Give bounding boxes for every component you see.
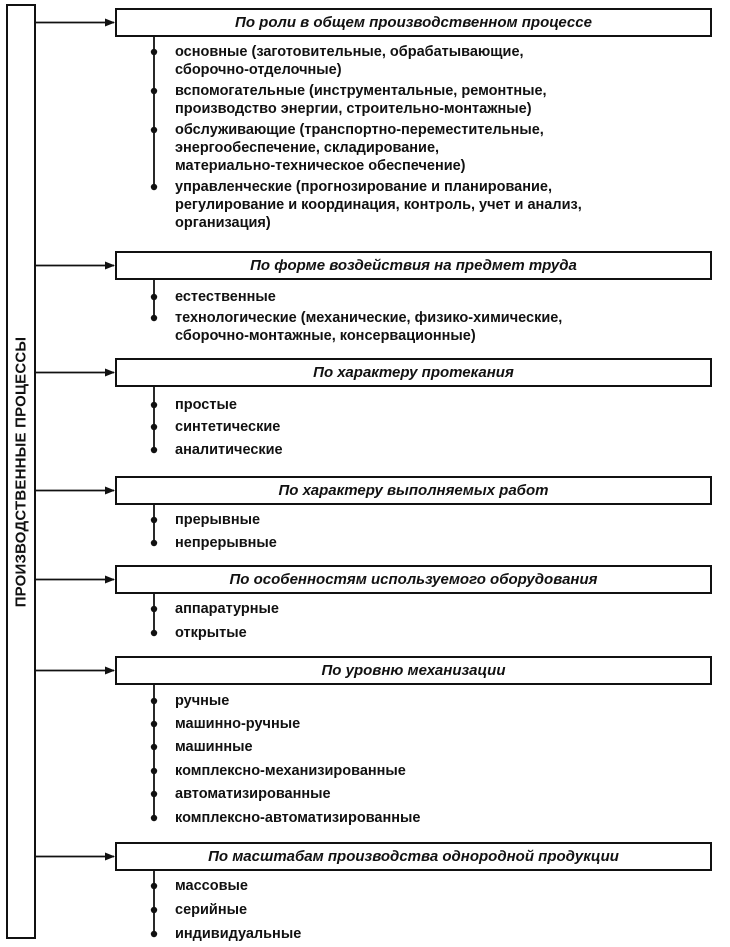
item-bullet bbox=[151, 49, 157, 55]
item-text-line: комплексно-автоматизированные bbox=[175, 810, 421, 826]
item-text-line: серийные bbox=[175, 902, 248, 918]
item-text bbox=[175, 121, 544, 175]
item-text-line: непрерывные bbox=[175, 535, 277, 551]
item-bullet bbox=[151, 721, 157, 727]
category-box: По масштабам производства однородной продукции bbox=[115, 842, 712, 871]
item-text bbox=[175, 309, 562, 345]
category-box: По особенностям используемого оборудования bbox=[115, 565, 712, 594]
item-text-line: аналитические bbox=[175, 442, 283, 458]
item-bullet bbox=[151, 424, 157, 430]
item-text-line: простые bbox=[175, 397, 237, 413]
item-bullet bbox=[151, 127, 157, 133]
item-bullet bbox=[151, 447, 157, 453]
item-text-line: машинно-ручные bbox=[175, 716, 301, 732]
category-box: По характеру протекания bbox=[115, 358, 712, 387]
item-text-line: технологические (механические, физико-химические, bbox=[175, 310, 563, 326]
item-text-line: организация) bbox=[175, 215, 271, 231]
item-bullet bbox=[151, 907, 157, 913]
item-text bbox=[175, 534, 277, 552]
item-text bbox=[175, 901, 247, 919]
category-box: По роли в общем производственном процессе bbox=[115, 8, 712, 37]
item-text bbox=[175, 600, 279, 618]
item-text-line: обслуживающие (транспортно-переместительные, bbox=[175, 122, 544, 138]
item-text bbox=[175, 396, 237, 414]
item-bullet bbox=[151, 744, 157, 750]
item-bullet bbox=[151, 630, 157, 636]
item-text-line: естественные bbox=[175, 289, 276, 305]
item-bullet bbox=[151, 606, 157, 612]
item-bullet bbox=[151, 698, 157, 704]
item-text-line: производство энергии, строительно-монтажные) bbox=[175, 101, 532, 117]
item-bullet bbox=[151, 815, 157, 821]
item-text bbox=[175, 877, 248, 895]
item-bullet bbox=[151, 315, 157, 321]
item-text bbox=[175, 925, 301, 943]
item-text-line: вспомогательные (инструментальные, ремонтные, bbox=[175, 83, 547, 99]
item-text-line: сборочно-отделочные) bbox=[175, 62, 342, 78]
item-text bbox=[175, 624, 247, 642]
item-text-line: ручные bbox=[175, 693, 230, 709]
item-bullet bbox=[151, 791, 157, 797]
item-text bbox=[175, 715, 300, 733]
item-text-line: машинные bbox=[175, 739, 253, 755]
item-text-line: энергообеспечение, складирование, bbox=[175, 140, 440, 156]
item-text-line: регулирование и координация, контроль, учет и анализ, bbox=[175, 197, 582, 213]
item-bullet bbox=[151, 883, 157, 889]
item-text-line: комплексно-механизированные bbox=[175, 763, 406, 779]
item-bullet bbox=[151, 540, 157, 546]
item-text-line: автоматизированные bbox=[175, 786, 331, 802]
item-text bbox=[175, 692, 229, 710]
item-text-line: основные (заготовительные, обрабатывающие, bbox=[175, 44, 524, 60]
category-box: По уровню механизации bbox=[115, 656, 712, 685]
category-box: По форме воздействия на предмет труда bbox=[115, 251, 712, 280]
item-bullet bbox=[151, 184, 157, 190]
item-text bbox=[175, 178, 582, 232]
item-bullet bbox=[151, 294, 157, 300]
item-text bbox=[175, 441, 283, 459]
item-text-line: прерывные bbox=[175, 512, 261, 528]
item-text-line: массовые bbox=[175, 878, 248, 894]
item-bullet bbox=[151, 768, 157, 774]
item-text bbox=[175, 762, 406, 780]
item-text-line: синтетические bbox=[175, 419, 281, 435]
item-bullet bbox=[151, 931, 157, 937]
item-text-line: открытые bbox=[175, 625, 247, 641]
item-text-line: управленческие (прогнозирование и планирование, bbox=[175, 179, 552, 195]
item-bullet bbox=[151, 402, 157, 408]
item-text-line: сборочно-монтажные, консервационные) bbox=[175, 328, 476, 344]
item-text bbox=[175, 809, 420, 827]
item-text bbox=[175, 82, 547, 118]
item-bullet bbox=[151, 517, 157, 523]
item-text-line: индивидуальные bbox=[175, 926, 302, 942]
category-box: По характеру выполняемых работ bbox=[115, 476, 712, 505]
item-text bbox=[175, 738, 253, 756]
item-text bbox=[175, 288, 276, 306]
item-text bbox=[175, 43, 524, 79]
item-bullet bbox=[151, 88, 157, 94]
item-text bbox=[175, 511, 260, 529]
item-text-line: аппаратурные bbox=[175, 601, 279, 617]
item-text-line: материально-техническое обеспечение) bbox=[175, 158, 466, 174]
item-text bbox=[175, 418, 280, 436]
item-text bbox=[175, 785, 331, 803]
root-label: ПРОИЗВОДСТВЕННЫЕ ПРОЦЕССЫ bbox=[12, 336, 30, 607]
